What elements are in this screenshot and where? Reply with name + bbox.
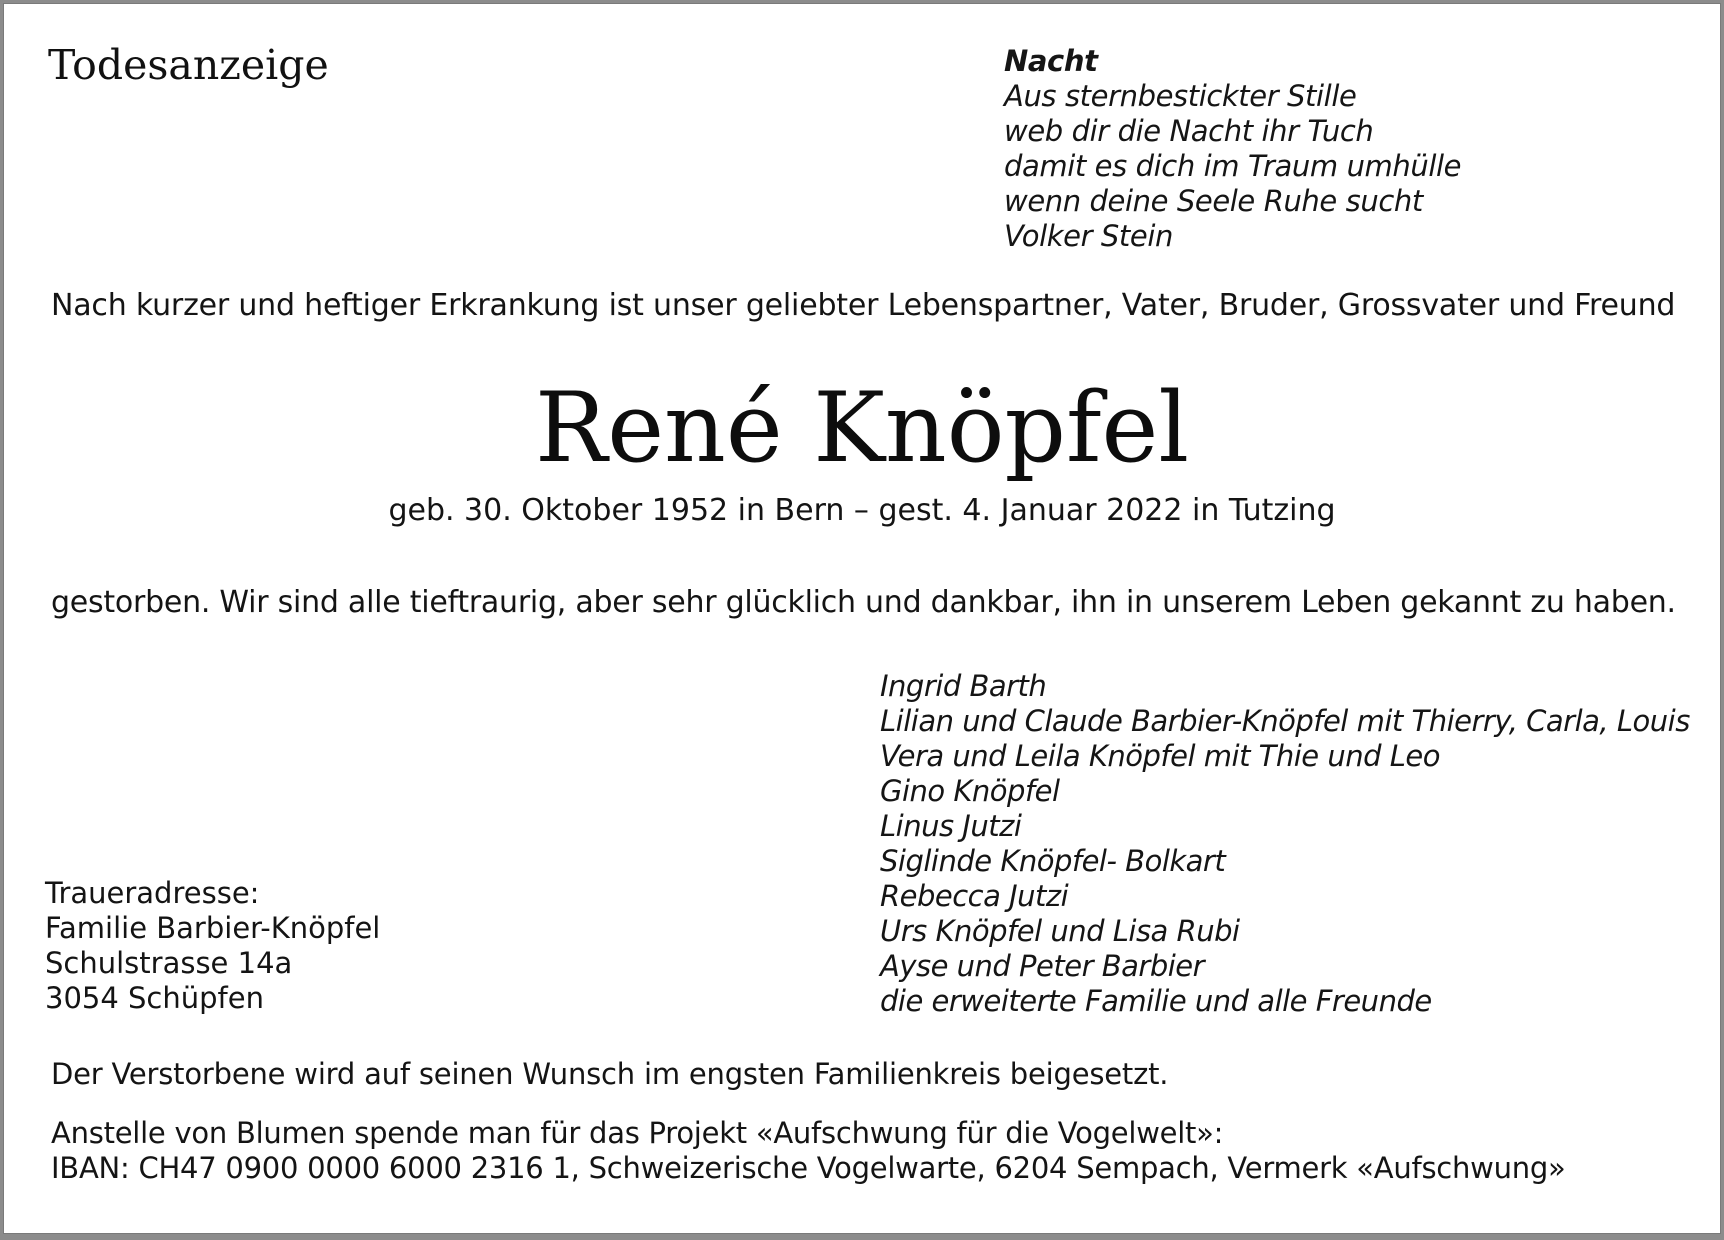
mourner-name: Vera und Leila Knöpfel mit Thie und Leo (880, 739, 1440, 773)
mourner-name: Lilian und Claude Barbier-Knöpfel mit Thierry, Carla, Louis (880, 704, 1690, 738)
poem-title: Nacht (1004, 44, 1098, 78)
poem-line: Aus sternbestickter Stille (1004, 79, 1357, 113)
address-line: 3054 Schüpfen (45, 981, 264, 1015)
donation-info (51, 1116, 1566, 1186)
mourning-address (45, 876, 380, 1016)
mourner-name: Linus Jutzi (880, 809, 1022, 843)
poem-author: Volker Stein (1004, 219, 1173, 253)
mourner-name: Ayse und Peter Barbier (880, 949, 1205, 983)
poem-line: wenn deine Seele Ruhe sucht (1004, 184, 1423, 218)
burial-note: Der Verstorbene wird auf seinen Wunsch im engsten Familienkreis beigesetzt. (51, 1057, 1169, 1091)
mourner-name: Gino Knöpfel (880, 774, 1060, 808)
mourner-name: Rebecca Jutzi (880, 879, 1069, 913)
page-heading: Todesanzeige (48, 41, 329, 89)
mourners-list (880, 669, 1690, 1019)
deceased-name: René Knöpfel (534, 372, 1190, 484)
address-line: Schulstrasse 14a (45, 946, 293, 980)
poem (1004, 44, 1461, 254)
closing-text: gestorben. Wir sind alle tieftraurig, aber sehr glücklich und dankbar, ihn in unserem Leben gekannt zu haben. (51, 585, 1676, 620)
life-dates: geb. 30. Oktober 1952 in Bern – gest. 4. Januar 2022 in Tutzing (388, 493, 1336, 528)
poem-line: web dir die Nacht ihr Tuch (1004, 114, 1374, 148)
poem-line: damit es dich im Traum umhülle (1004, 149, 1462, 183)
address-label: Traueradresse: (45, 876, 260, 910)
intro-text: Nach kurzer und heftiger Erkrankung ist unser geliebter Lebenspartner, Vater, Bruder, Grossvater und Freund (51, 288, 1676, 323)
donation-line: Anstelle von Blumen spende man für das Projekt «Aufschwung für die Vogelwelt»: (51, 1116, 1224, 1150)
mourner-name: die erweiterte Familie und alle Freunde (880, 984, 1432, 1018)
obituary-page (4, 4, 1720, 1233)
mourner-name: Siglinde Knöpfel- Bolkart (880, 844, 1226, 878)
donation-iban: IBAN: CH47 0900 0000 6000 2316 1, Schweizerische Vogelwarte, 6204 Sempach, Vermerk «Aufschwung» (51, 1151, 1566, 1185)
mourner-name: Ingrid Barth (880, 669, 1047, 703)
address-line: Familie Barbier-Knöpfel (45, 911, 381, 945)
mourner-name: Urs Knöpfel und Lisa Rubi (880, 914, 1240, 948)
